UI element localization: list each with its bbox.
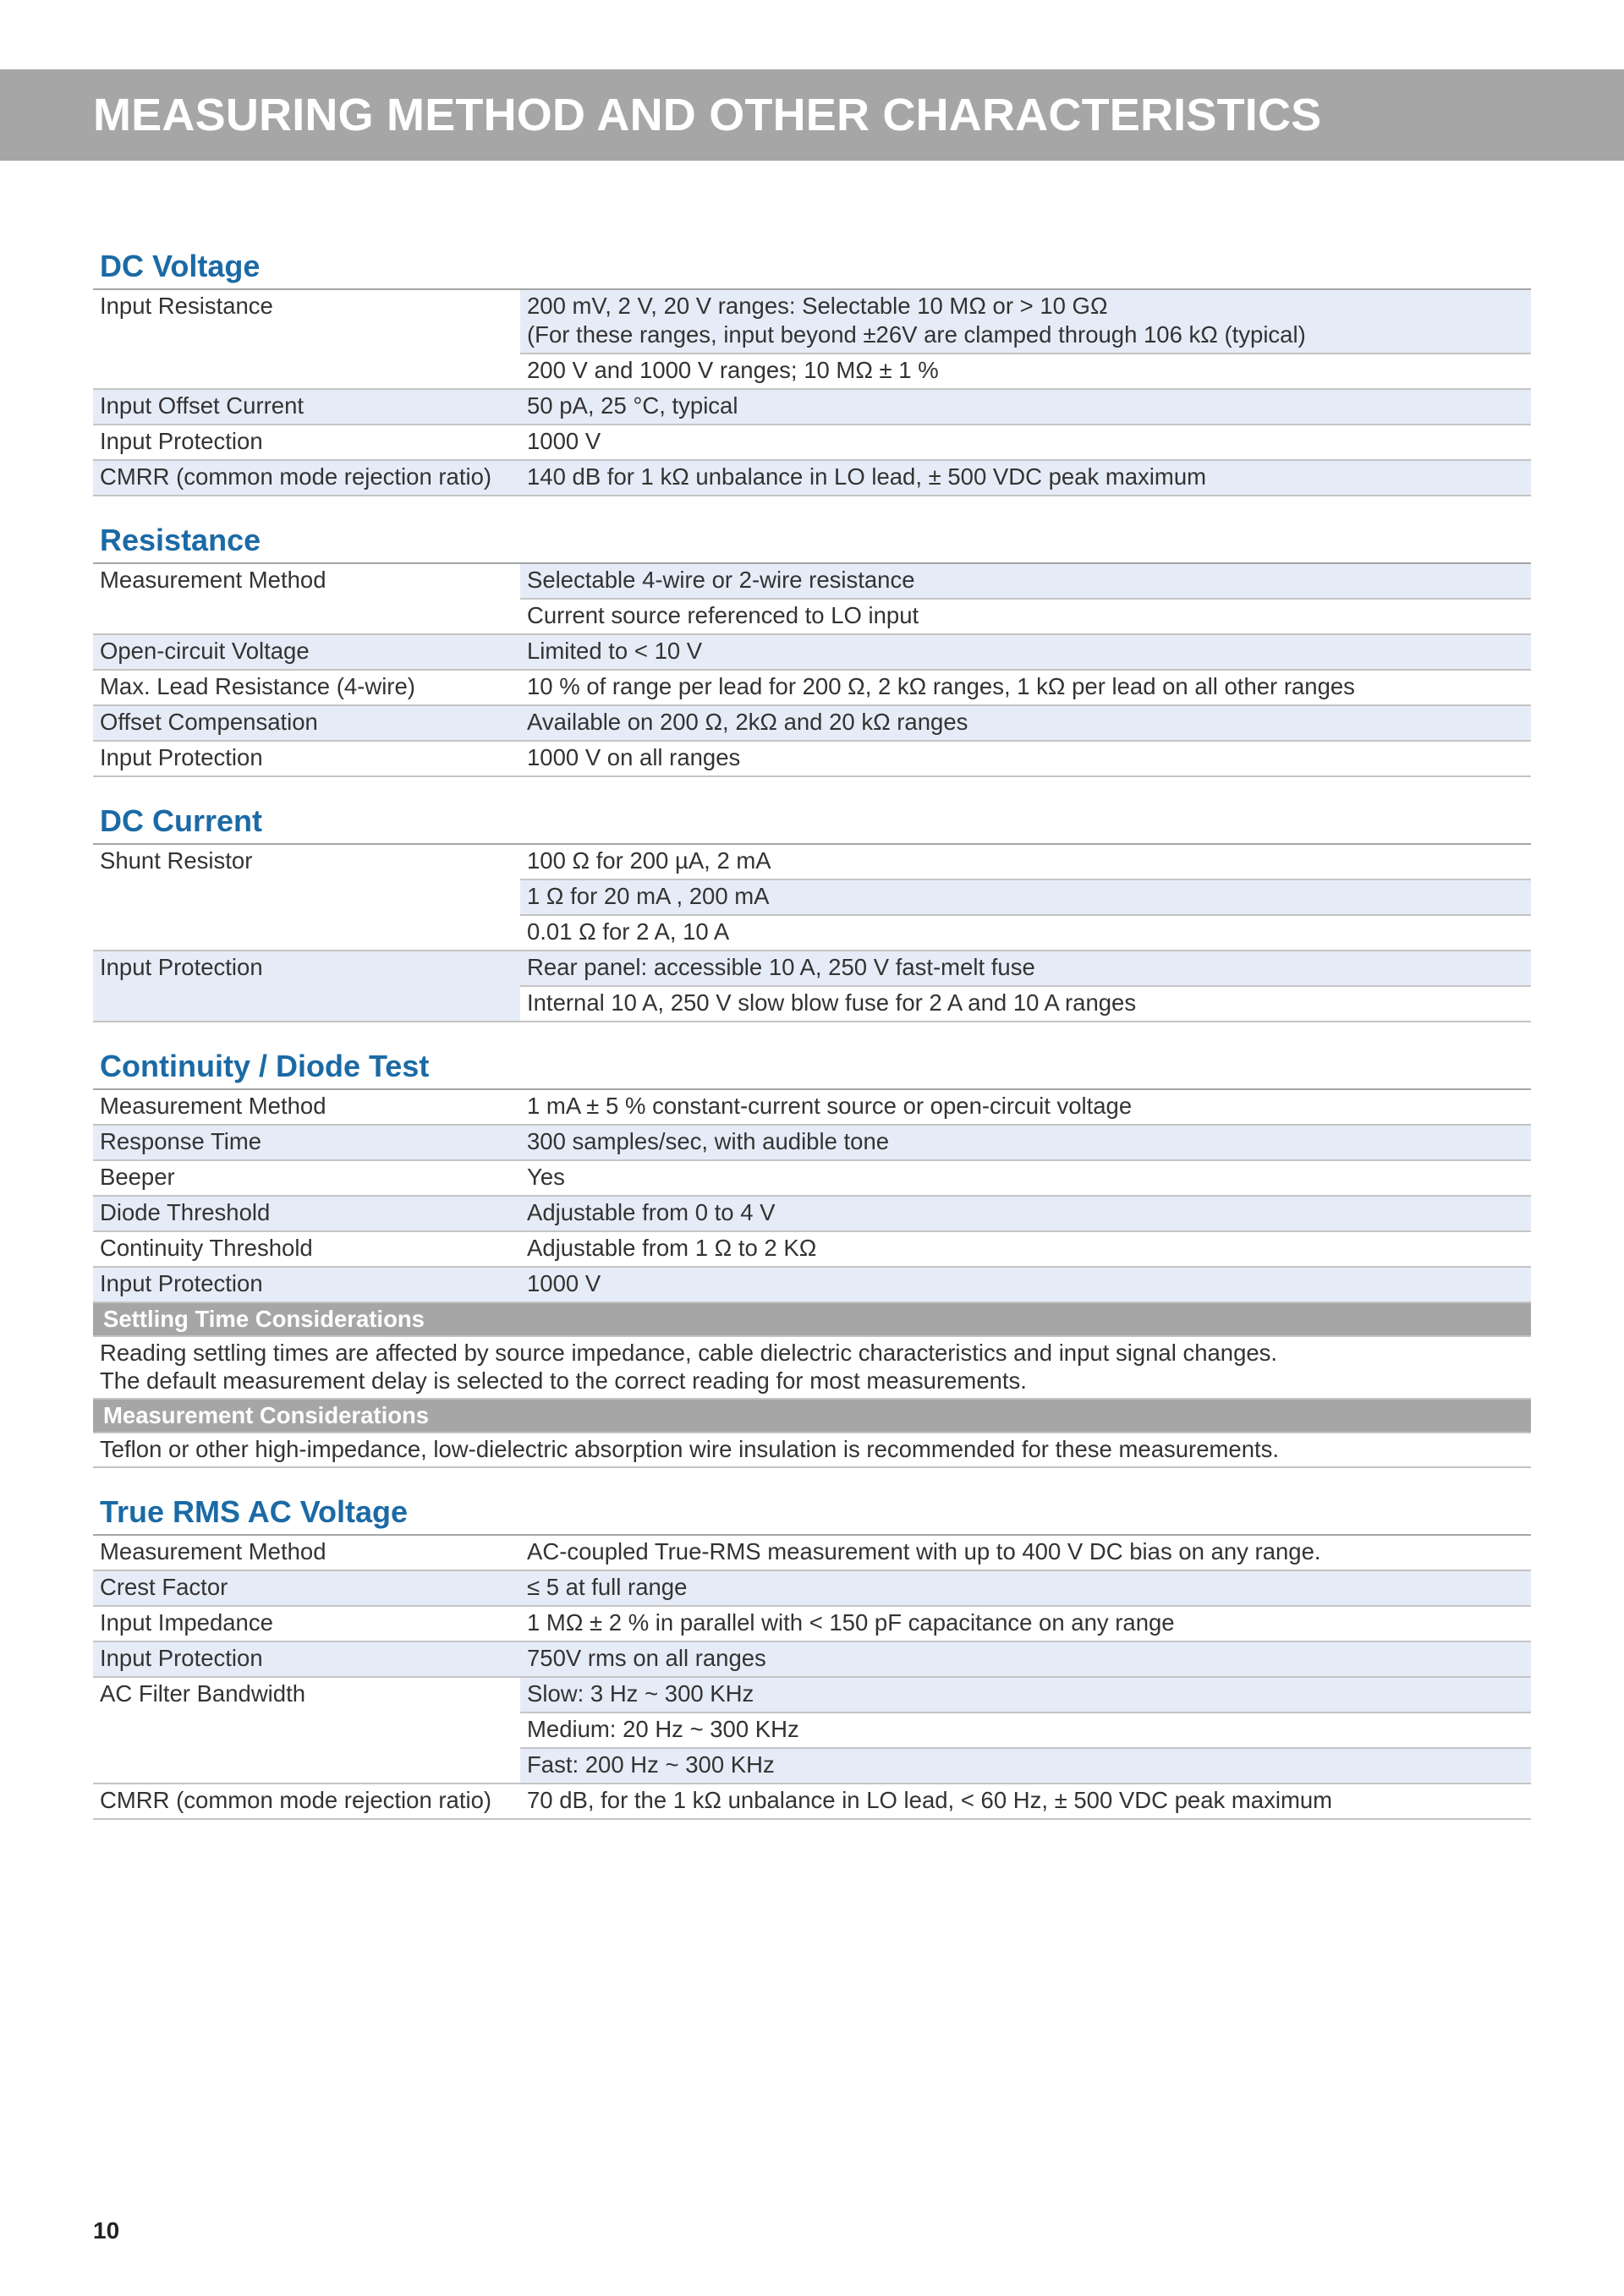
- section-title: Resistance: [100, 523, 261, 557]
- note-row: [93, 1336, 1531, 1399]
- note-heading-row: [93, 1399, 1531, 1433]
- spec-label: Crest Factor: [93, 1570, 520, 1606]
- spec-value: Rear panel: accessible 10 A, 250 V fast-melt fuse: [520, 951, 1531, 986]
- spec-value: 50 pA, 25 °C, typical: [520, 389, 1531, 425]
- spec-value: 1 MΩ ± 2 % in parallel with < 150 pF capacitance on any range: [520, 1606, 1531, 1641]
- page-number: 10: [93, 2217, 120, 2244]
- spec-value: 300 samples/sec, with audible tone: [520, 1125, 1531, 1160]
- spec-label: CMRR (common mode rejection ratio): [93, 460, 520, 496]
- table-row: [93, 741, 1531, 776]
- spec-content: [93, 249, 1531, 1847]
- spec-label: Measurement Method: [93, 563, 520, 634]
- spec-value: Slow: 3 Hz ~ 300 KHz: [520, 1677, 1531, 1712]
- note-heading-row: [93, 1302, 1531, 1336]
- spec-value: 1000 V: [520, 1267, 1531, 1302]
- spec-value: Available on 200 Ω, 2kΩ and 20 kΩ ranges: [520, 705, 1531, 741]
- table-row: [93, 951, 1531, 986]
- table-row: [93, 1196, 1531, 1231]
- table-row: [93, 289, 1531, 353]
- spec-value: Current source referenced to LO input: [520, 599, 1531, 634]
- table-row: [93, 1641, 1531, 1677]
- spec-label: Shunt Resistor: [93, 844, 520, 951]
- spec-value: Fast: 200 Hz ~ 300 KHz: [520, 1748, 1531, 1784]
- spec-value: Limited to < 10 V: [520, 634, 1531, 670]
- spec-label: Measurement Method: [93, 1089, 520, 1125]
- spec-label: Measurement Method: [93, 1535, 520, 1570]
- note-row: [93, 1433, 1531, 1467]
- spec-value: Internal 10 A, 250 V slow blow fuse for 2 A and 10 A ranges: [520, 986, 1531, 1022]
- table-row: [93, 705, 1531, 741]
- table-row: [93, 1535, 1531, 1570]
- spec-value: 1 mA ± 5 % constant-current source or open-circuit voltage: [520, 1089, 1531, 1125]
- spec-label: Diode Threshold: [93, 1196, 520, 1231]
- spec-value: 200 mV, 2 V, 20 V ranges: Selectable 10 MΩ or > 10 GΩ (For these ranges, input beyond ±26V are clamped through 106 kΩ (typical): [520, 289, 1531, 353]
- page-title: MEASURING METHOD AND OTHER CHARACTERISTICS: [93, 90, 1322, 140]
- note-heading: Measurement Considerations: [93, 1399, 1531, 1433]
- spec-table: [93, 1088, 1531, 1468]
- spec-label: Response Time: [93, 1125, 520, 1160]
- spec-label: Input Protection: [93, 1641, 520, 1677]
- spec-value: 200 V and 1000 V ranges; 10 MΩ ± 1 %: [520, 353, 1531, 389]
- spec-label: Input Impedance: [93, 1606, 520, 1641]
- spec-value: 10 % of range per lead for 200 Ω, 2 kΩ ranges, 1 kΩ per lead on all other ranges: [520, 670, 1531, 705]
- section-title: DC Voltage: [100, 249, 261, 283]
- table-row: [93, 634, 1531, 670]
- spec-table: [93, 1534, 1531, 1820]
- table-row: [93, 1606, 1531, 1641]
- table-row: [93, 425, 1531, 460]
- spec-label: Offset Compensation: [93, 705, 520, 741]
- table-row: [93, 1784, 1531, 1819]
- table-row: [93, 1125, 1531, 1160]
- spec-value: 1 Ω for 20 mA , 200 mA: [520, 879, 1531, 915]
- spec-value: Medium: 20 Hz ~ 300 KHz: [520, 1712, 1531, 1748]
- table-row: [93, 844, 1531, 879]
- spec-label: Input Resistance: [93, 289, 520, 389]
- table-row: [93, 670, 1531, 705]
- section-continuity-diode-test: [93, 1049, 1531, 1468]
- section-dc-current: [93, 804, 1531, 1022]
- spec-value: ≤ 5 at full range: [520, 1570, 1531, 1606]
- spec-value: Adjustable from 0 to 4 V: [520, 1196, 1531, 1231]
- section-title: Continuity / Diode Test: [100, 1049, 430, 1083]
- spec-label: Open-circuit Voltage: [93, 634, 520, 670]
- spec-value: 750V rms on all ranges: [520, 1641, 1531, 1677]
- table-row: [93, 1267, 1531, 1302]
- spec-label: Input Protection: [93, 1267, 520, 1302]
- table-row: [93, 1160, 1531, 1196]
- spec-table: [93, 562, 1531, 777]
- spec-value: 1000 V: [520, 425, 1531, 460]
- spec-value: Yes: [520, 1160, 1531, 1196]
- spec-label: AC Filter Bandwidth: [93, 1677, 520, 1784]
- spec-label: Input Offset Current: [93, 389, 520, 425]
- spec-label: Max. Lead Resistance (4-wire): [93, 670, 520, 705]
- spec-value: 0.01 Ω for 2 A, 10 A: [520, 915, 1531, 951]
- section-resistance: [93, 523, 1531, 777]
- header-banner: [0, 69, 1624, 161]
- section-title: DC Current: [100, 803, 263, 838]
- spec-value: 140 dB for 1 kΩ unbalance in LO lead, ± 500 VDC peak maximum: [520, 460, 1531, 496]
- note-heading: Settling Time Considerations: [93, 1302, 1531, 1336]
- spec-label: Input Protection: [93, 741, 520, 776]
- section-title: True RMS AC Voltage: [100, 1494, 409, 1529]
- table-row: [93, 1089, 1531, 1125]
- spec-table: [93, 288, 1531, 496]
- spec-label: Continuity Threshold: [93, 1231, 520, 1267]
- table-row: [93, 1231, 1531, 1267]
- section-dc-voltage: [93, 249, 1531, 496]
- spec-value: 1000 V on all ranges: [520, 741, 1531, 776]
- spec-label: Input Protection: [93, 425, 520, 460]
- spec-value: 70 dB, for the 1 kΩ unbalance in LO lead, < 60 Hz, ± 500 VDC peak maximum: [520, 1784, 1531, 1819]
- note-text: Reading settling times are affected by source impedance, cable dielectric characteristics and input signal changes. The default measurement delay is selected to the correct reading for most measurements.: [93, 1336, 1531, 1399]
- table-row: [93, 460, 1531, 496]
- spec-value: 100 Ω for 200 µA, 2 mA: [520, 844, 1531, 879]
- spec-label: Input Protection: [93, 951, 520, 1022]
- table-row: [93, 389, 1531, 425]
- note-text: Teflon or other high-impedance, low-dielectric absorption wire insulation is recommended for these measurements.: [93, 1433, 1531, 1467]
- table-row: [93, 1570, 1531, 1606]
- spec-label: CMRR (common mode rejection ratio): [93, 1784, 520, 1819]
- spec-value: Selectable 4-wire or 2-wire resistance: [520, 563, 1531, 599]
- table-row: [93, 1677, 1531, 1712]
- spec-table: [93, 843, 1531, 1022]
- spec-label: Beeper: [93, 1160, 520, 1196]
- table-row: [93, 563, 1531, 599]
- spec-value: AC-coupled True-RMS measurement with up to 400 V DC bias on any range.: [520, 1535, 1531, 1570]
- section-true-rms-ac-voltage: [93, 1495, 1531, 1820]
- spec-value: Adjustable from 1 Ω to 2 KΩ: [520, 1231, 1531, 1267]
